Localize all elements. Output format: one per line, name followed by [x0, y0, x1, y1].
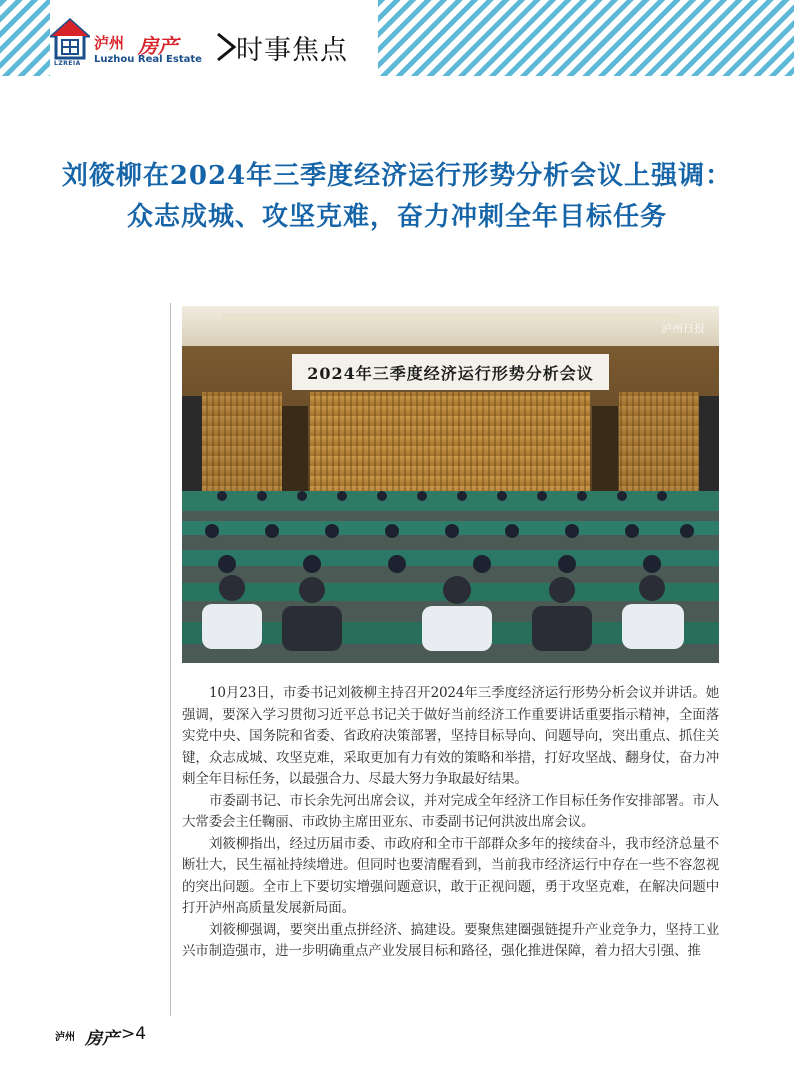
header-left-stripes: [0, 0, 50, 76]
section-title: 时事焦点: [236, 35, 348, 66]
footer-brand-script: 房产: [85, 1029, 119, 1049]
header-stripes: [378, 0, 794, 76]
logo-subtext: LZREIA: [54, 60, 81, 67]
footer-brand-cn: 泸州: [55, 1032, 75, 1043]
paragraph: 刘筱柳强调，要突出重点拼经济、搞建设。要聚焦建圈强链提升产业竞争力，坚持工业兴市制造强市，进一步明确重点产业发展目标和路径，强化推进保障，着力招大引强、推: [182, 921, 719, 959]
brand-name-en: Luzhou Real Estate: [94, 54, 202, 65]
paragraph: 市委副书记、市长余先河出席会议，并对完成全年经济工作目标任务作安排部署。市人大常委会主任鞠丽、市政协主席田亚东、市委副书记何洪波出席会议。: [182, 792, 719, 830]
meeting-banner-text: 2024年三季度经济运行形势分析会议: [307, 364, 594, 383]
vertical-rule: [170, 303, 171, 1016]
brand-name-script: 房产: [138, 34, 178, 58]
article-body: [182, 683, 719, 963]
paragraph: 刘筱柳指出，经过历届市委、市政府和全市干部群众多年的接续奋斗，我市经济总量不断壮大，民生福祉持续增进。但同时也要清醒看到，当前我市经济运行中存在一些不容忽视的突出问题。全市上下要切实增强问题意识，敢于正视问题，勇于攻坚克难，在解决问题中打开泸州高质量发展新局面。: [182, 835, 719, 916]
photo-watermark: 泸州日报: [661, 322, 705, 335]
article-title-line2: 众志成城、攻坚克难，奋力冲刺全年目标任务: [126, 202, 667, 232]
page-number: >4: [121, 1024, 147, 1044]
paragraph: 10月23日，市委书记刘筱柳主持召开2024年三季度经济运行形势分析会议并讲话。她强调，要深入学习贯彻习近平总书记关于做好当前经济工作重要讲话重要指示精神，全面落实党中央、国务院和省委、省政府决策部署，坚持目标导向、问题导向，突出重点、抓住关键，众志成城、攻坚克难，采取更加有力有效的策略和举措，打好攻坚战、翻身仗，奋力冲刺全年目标任务，以最强合力、尽最大努力争取最好结果。: [182, 685, 719, 787]
brand-name-cn: 泸州: [94, 34, 125, 52]
article-title-line1: 刘筱柳在2024年三季度经济运行形势分析会议上强调：: [61, 161, 733, 191]
meeting-photo: [182, 306, 719, 663]
